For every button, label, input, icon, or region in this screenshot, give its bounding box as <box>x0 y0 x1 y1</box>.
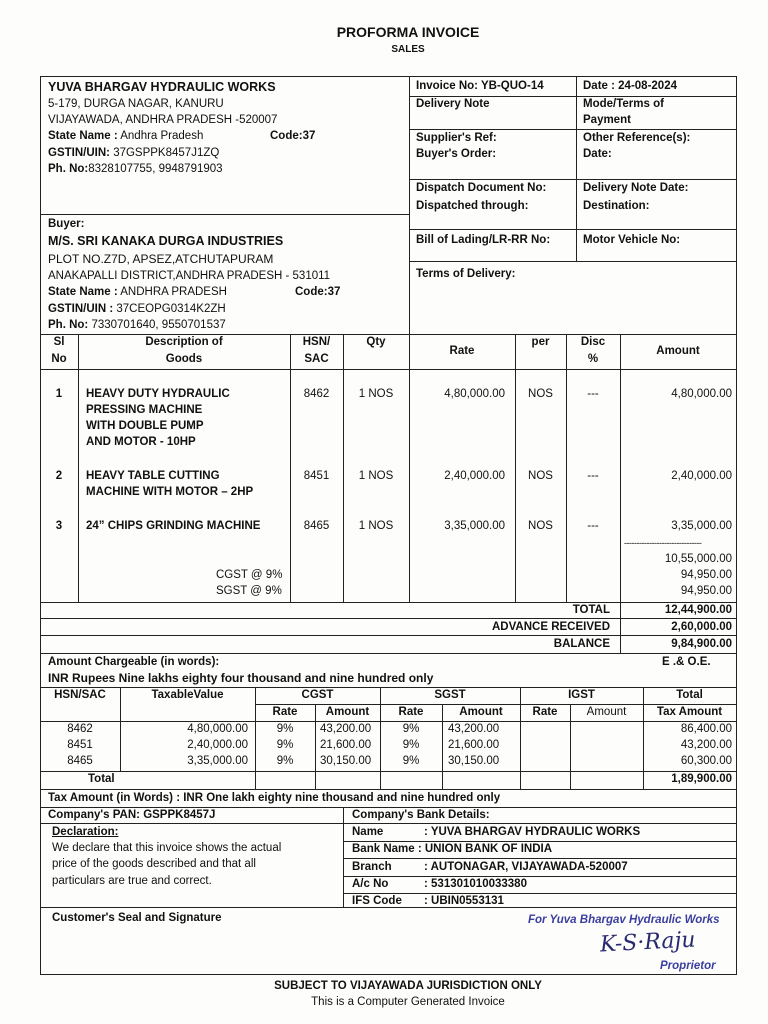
balance-amount: 9,84,900.00 <box>671 638 732 650</box>
tax-hsn: 8462 <box>67 723 93 735</box>
seller-state-label: State Name : <box>48 130 118 142</box>
buyer-state-label: State Name : <box>48 286 118 298</box>
col-hsn-2: SAC <box>304 353 329 365</box>
document-title: PROFORMA INVOICE <box>336 24 480 40</box>
seller-name: YUVA BHARGAV HYDRAULIC WORKS <box>48 80 276 94</box>
delivery-note-label: Delivery Note <box>416 98 490 110</box>
tax-col-cgst: CGST <box>301 689 334 701</box>
item-rate: 4,80,000.00 <box>444 388 505 400</box>
tax-sgst-amount: 30,150.00 <box>448 755 500 767</box>
item-amount: 4,80,000.00 <box>671 388 732 400</box>
company-stamp: For Yuva Bhargav Hydraulic Works <box>528 914 720 926</box>
item-disc: --- <box>587 388 599 400</box>
item-hsn: 8465 <box>303 520 330 532</box>
buyer-name: M/S. SRI KANAKA DURGA INDUSTRIES <box>48 234 284 248</box>
buyer-address-2: ANAKAPALLI DISTRICT,ANDHRA PRADESH - 531011 <box>48 270 331 282</box>
total-amount: 12,44,900.00 <box>664 604 732 616</box>
col-per: per <box>531 336 550 348</box>
item-sl: 3 <box>55 520 63 532</box>
tax-cgst-amount: 21,600.00 <box>320 739 372 751</box>
other-ref-label: Other Reference(s): <box>583 132 691 144</box>
col-sl-2: No <box>51 353 67 365</box>
col-disc-2: % <box>587 353 599 365</box>
tax-cgst-amount: 30,150.00 <box>320 755 372 767</box>
buyer-label: Buyer: <box>48 218 85 230</box>
bank-branch: : AUTONAGAR, VIJAYAWADA-520007 <box>424 861 628 873</box>
tax-total: 86,400.00 <box>680 723 732 735</box>
computer-generated-note: This is a Computer Generated Invoice <box>311 996 505 1008</box>
tax-cgst-rate: 9% <box>276 723 294 735</box>
proprietor-label: Proprietor <box>660 960 716 972</box>
jurisdiction-note: SUBJECT TO VIJAYAWADA JURISDICTION ONLY <box>274 980 542 992</box>
pan-label: Company's PAN: <box>48 809 140 821</box>
delivery-note-date-label: Delivery Note Date: <box>583 182 689 194</box>
declaration-line-3: particulars are true and correct. <box>52 875 212 887</box>
dispatched-through-label: Dispatched through: <box>416 200 529 212</box>
bank-name-label: Name <box>352 826 384 838</box>
tax-hsn: 8451 <box>67 739 93 751</box>
item-desc: AND MOTOR - 10HP <box>86 436 196 448</box>
amount-words: INR Rupees Nine lakhs eighty four thousand and nine hundred only <box>48 671 434 685</box>
bank-acno-label: A/c No <box>352 878 389 890</box>
tax-col-igst-amount: Amount <box>586 706 627 718</box>
cgst-amount: 94,950.00 <box>680 569 732 581</box>
tax-col-cgst-rate: Rate <box>272 706 298 718</box>
item-qty: 1 NOS <box>358 520 394 532</box>
buyer-gstin-label: GSTIN/UIN : <box>48 303 114 315</box>
tax-col-igst-rate: Rate <box>532 706 558 718</box>
seller-gstin-label: GSTIN/UIN: <box>48 147 110 159</box>
tax-grand-total: 1,89,900.00 <box>671 773 732 785</box>
tax-col-cgst-amount: Amount <box>325 706 370 718</box>
tax-col-total-2: Tax Amount <box>656 706 723 718</box>
tax-sgst-rate: 9% <box>402 755 420 767</box>
col-qty: Qty <box>366 336 386 348</box>
invoice-no: YB-QUO-14 <box>480 80 544 92</box>
bank-ifs: : UBIN0553131 <box>424 895 504 907</box>
cgst-label: CGST @ 9% <box>216 569 283 581</box>
item-desc: PRESSING MACHINE <box>86 404 203 416</box>
col-sl-1: Sl <box>53 336 65 348</box>
bank-account-name: : YUVA BHARGAV HYDRAULIC WORKS <box>424 826 641 838</box>
tax-cgst-rate: 9% <box>276 739 294 751</box>
advance-amount: 2,60,000.00 <box>671 621 732 633</box>
mode-terms-label-2: Payment <box>583 114 631 126</box>
tax-col-sgst: SGST <box>434 689 466 701</box>
buyer-code-label: Code: <box>295 286 328 298</box>
tax-total: 43,200.00 <box>680 739 732 751</box>
item-per: NOS <box>528 470 553 482</box>
seller-state: Andhra Pradesh <box>120 130 204 142</box>
col-desc-2: Goods <box>165 353 203 365</box>
col-hsn-1: HSN/ <box>302 336 331 348</box>
buyer-state: ANDHRA PRADESH <box>120 286 227 298</box>
balance-label: BALANCE <box>553 638 610 650</box>
sgst-amount: 94,950.00 <box>680 585 732 597</box>
item-desc: WITH DOUBLE PUMP <box>86 420 204 432</box>
subtotal-amount: 10,55,000.00 <box>664 553 732 565</box>
bank-acno: : 531301010033380 <box>424 878 527 890</box>
proprietor-signature: K-S·Raju <box>599 927 697 958</box>
item-rate: 3,35,000.00 <box>444 520 505 532</box>
total-label: TOTAL <box>572 604 610 616</box>
sgst-label: SGST @ 9% <box>216 585 282 597</box>
document-subtitle: SALES <box>391 44 425 55</box>
advance-label: ADVANCE RECEIVED <box>492 621 610 633</box>
item-disc: --- <box>587 520 599 532</box>
col-amount: Amount <box>656 345 700 357</box>
tax-col-sgst-amount: Amount <box>459 706 503 718</box>
tax-sgst-amount: 43,200.00 <box>448 723 500 735</box>
item-amount: 2,40,000.00 <box>671 470 732 482</box>
bank-bank-name: UNION BANK OF INDIA <box>424 843 553 855</box>
col-desc-1: Description of <box>145 336 223 348</box>
buyers-order-label: Buyer's Order: <box>416 148 497 160</box>
item-disc: --- <box>587 470 599 482</box>
bill-of-lading-label: Bill of Lading/LR-RR No: <box>416 234 551 246</box>
seller-code-label: Code: <box>270 130 303 142</box>
tax-total: 60,300.00 <box>680 755 732 767</box>
tax-cgst-amount: 43,200.00 <box>320 723 372 735</box>
bank-heading: Company's Bank Details: <box>352 809 490 821</box>
tax-hsn: 8465 <box>67 755 93 767</box>
item-desc: HEAVY TABLE CUTTING <box>86 470 220 482</box>
buyer-address-1: PLOT NO.Z7D, APSEZ,ATCHUTAPURAM <box>48 252 274 266</box>
mode-terms-label-1: Mode/Terms of <box>583 98 664 110</box>
tax-taxable: 3,35,000.00 <box>187 755 248 767</box>
terms-delivery-label: Terms of Delivery: <box>416 268 516 280</box>
item-sl: 1 <box>55 388 63 400</box>
seller-code: 37 <box>302 130 316 142</box>
tax-taxable: 4,80,000.00 <box>187 723 248 735</box>
tax-taxable: 2,40,000.00 <box>187 739 248 751</box>
bank-branch-label: Branch <box>352 861 392 873</box>
item-amount: 3,35,000.00 <box>671 520 732 532</box>
invoice-no-label: Invoice No: <box>416 80 478 92</box>
seller-address-1: 5-179, DURGA NAGAR, KANURU <box>48 98 224 110</box>
item-desc: HEAVY DUTY HYDRAULIC <box>86 388 230 400</box>
tax-col-sgst-rate: Rate <box>398 706 424 718</box>
tax-col-hsn: HSN/SAC <box>54 689 106 701</box>
bank-ifs-label: IFS Code <box>352 895 402 907</box>
declaration-line-2: price of the goods described and that all <box>52 858 256 870</box>
item-per: NOS <box>528 388 553 400</box>
col-disc-1: Disc <box>580 336 606 348</box>
buyer-phone: 7330701640, 9550701537 <box>91 319 226 331</box>
customer-seal-label: Customer's Seal and Signature <box>52 912 222 924</box>
tax-sgst-amount: 21,600.00 <box>448 739 500 751</box>
invoice-date: 24-08-2024 <box>618 80 677 92</box>
item-hsn: 8462 <box>303 388 330 400</box>
dispatch-doc-label: Dispatch Document No: <box>416 182 547 194</box>
item-hsn: 8451 <box>303 470 330 482</box>
pan-value: GSPPK8457J <box>143 809 216 821</box>
item-sl: 2 <box>55 470 63 482</box>
item-desc: 24” CHIPS GRINDING MACHINE <box>86 520 261 532</box>
order-date-label: Date: <box>583 148 612 160</box>
tax-col-total-1: Total <box>676 689 703 701</box>
tax-col-taxable: TaxableValue <box>151 689 224 701</box>
motor-vehicle-label: Motor Vehicle No: <box>583 234 681 246</box>
buyer-code: 37 <box>327 286 341 298</box>
item-qty: 1 NOS <box>358 388 394 400</box>
tax-col-igst: IGST <box>568 689 595 701</box>
seller-gstin: 37GSPPK8457J1ZQ <box>113 147 220 159</box>
tax-cgst-rate: 9% <box>276 755 294 767</box>
seller-phone-label: Ph. No: <box>48 163 89 175</box>
item-desc: MACHINE WITH MOTOR – 2HP <box>86 486 254 498</box>
tax-total-label: Total <box>88 773 115 785</box>
subtotal-dashes: ------------------------------- <box>624 538 702 548</box>
tax-amount-words: Tax Amount (in Words) : INR One lakh eighty nine thousand and nine hundred only <box>48 792 501 804</box>
suppliers-ref-label: Supplier's Ref: <box>416 132 497 144</box>
declaration-heading: Declaration: <box>52 826 119 838</box>
buyer-phone-label: Ph. No: <box>48 319 89 331</box>
buyer-gstin: 37CEOPG0314K2ZH <box>116 303 226 315</box>
item-per: NOS <box>528 520 553 532</box>
amount-words-label: Amount Chargeable (in words): <box>48 656 220 668</box>
bank-bank-label: Bank Name : <box>352 843 422 855</box>
item-rate: 2,40,000.00 <box>444 470 505 482</box>
eoe-label: E .& O.E. <box>662 656 711 668</box>
destination-label: Destination: <box>583 200 650 212</box>
col-rate: Rate <box>449 345 475 357</box>
seller-address-2: VIJAYAWADA, ANDHRA PRADESH -520007 <box>48 114 278 126</box>
item-qty: 1 NOS <box>358 470 394 482</box>
declaration-line-1: We declare that this invoice shows the actual <box>52 842 282 854</box>
tax-sgst-rate: 9% <box>402 739 420 751</box>
seller-phone: 8328107755, 9948791903 <box>88 163 223 175</box>
date-label: Date : <box>583 80 615 92</box>
tax-sgst-rate: 9% <box>402 723 420 735</box>
